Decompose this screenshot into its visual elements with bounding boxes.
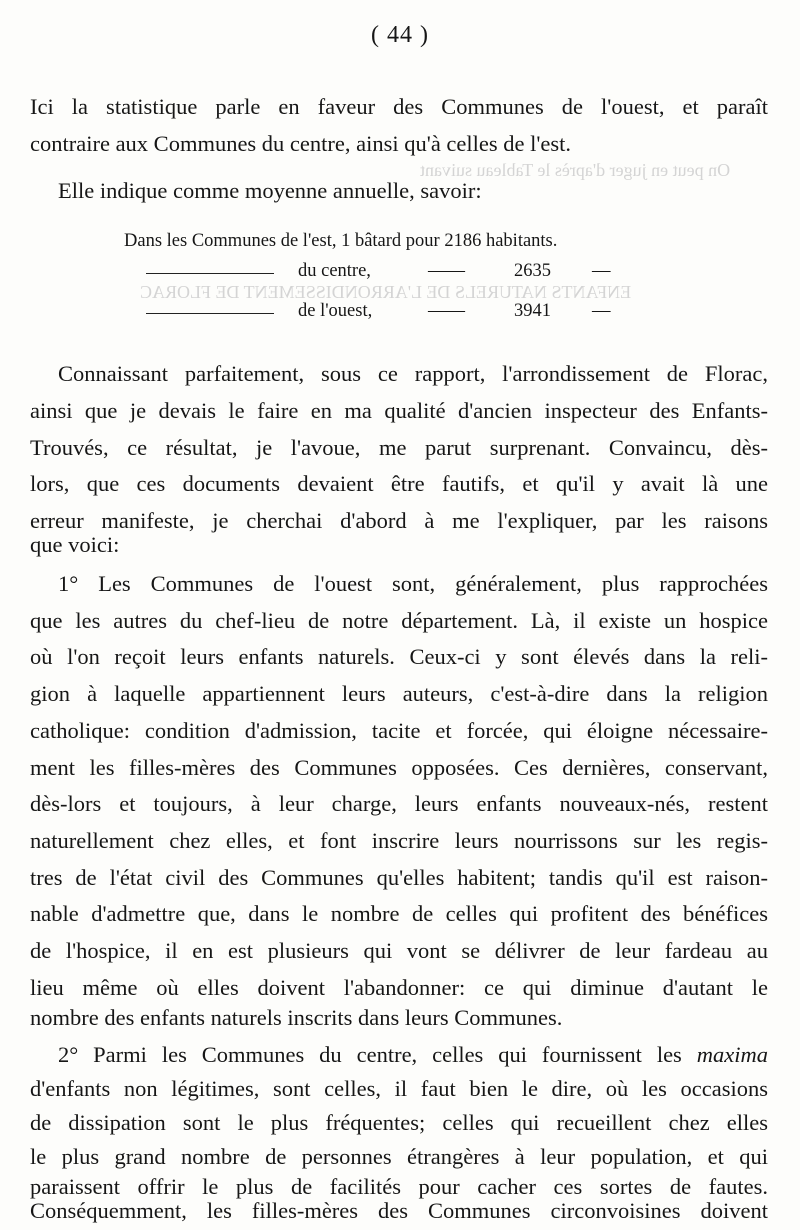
para3-line: Conséquemment, les filles-mères des Communes circonvoisines doivent	[30, 1198, 768, 1223]
para2-line: lieu même où elles doivent l'abandonner: ce qui diminue d'autant le	[30, 975, 768, 1000]
para3-line: le plus grand nombre de personnes étrangères à leur population, et qui	[30, 1144, 768, 1169]
para3-emphasis: maxima	[696, 1042, 768, 1067]
para1-line: Connaissant parfaitement, sous ce rapport, l'arrondissement de Florac,	[58, 361, 768, 386]
para3-line: d'enfants non légitimes, sont celles, il faut bien le dire, où les occasions	[30, 1076, 768, 1101]
para1-line: erreur manifeste, je cherchai d'abord à me l'expliquer, par les raisons	[30, 508, 768, 533]
intro-line-3: Elle indique comme moyenne annuelle, savoir:	[58, 178, 482, 203]
para2-line: dès-lors et toujours, à leur charge, leurs enfants nouveaux-nés, restent	[30, 791, 768, 816]
stat-row-center-label: du centre,	[298, 261, 371, 281]
stat-row-center-value: 2635	[514, 261, 551, 281]
para1-line: que voici:	[30, 532, 120, 557]
ditto-rule	[146, 313, 274, 314]
para2-line: gion à laquelle appartiennent leurs auteurs, c'est-à-dire dans la religion	[30, 681, 768, 706]
para1-line: lors, que ces documents devaient être fautifs, et qu'il y avait là une	[30, 471, 768, 496]
para2-line: nable d'admettre que, dans le nombre de celles qui profitent des bénéfices	[30, 901, 768, 926]
stat-row-center-dash: ——	[428, 261, 465, 281]
para2-line: naturellement chez elles, et font inscrire leurs nourrissons sur les regis-	[30, 828, 768, 853]
para1-line: ainsi que je devais le faire en ma qualité d'ancien inspecteur des Enfants-	[30, 398, 768, 423]
para3-line: paraissent offrir le plus de facilités pour cacher ces sortes de fautes.	[30, 1174, 768, 1199]
intro-line-2: contraire aux Communes du centre, ainsi qu'à celles de l'est.	[30, 131, 572, 156]
stat-row-west-dash: ——	[428, 301, 465, 321]
para3-line: de dissipation sont le plus fréquentes; celles qui recueillent chez elles	[30, 1110, 768, 1135]
para2-line: où l'on reçoit leurs enfants naturels. Ceux-ci y sont élevés dans la reli-	[30, 644, 768, 669]
page-number: ( 44 )	[371, 22, 429, 48]
para2-line: tres de l'état civil des Communes qu'elles habitent; tandis qu'il est raison-	[30, 865, 768, 890]
stat-row-west-value: 3941	[514, 301, 551, 321]
stat-row-center-tail: —	[592, 261, 611, 281]
para2-line: nombre des enfants naturels inscrits dans leurs Communes.	[30, 1005, 563, 1030]
para2-line: catholique: condition d'admission, tacite et forcée, qui éloigne nécessaire-	[30, 718, 768, 743]
para1-line: Trouvés, ce résultat, je l'avoue, me parut surprenant. Convaincu, dès-	[30, 435, 768, 460]
show-through-artifact: On peut en juger d'après le Tableau suivant	[420, 160, 731, 180]
stat-row-east: Dans les Communes de l'est, 1 bâtard pour 2186 habitants.	[124, 231, 558, 251]
show-through-artifact: ENFANTS NATURELS DE L'ARRONDISSEMENT DE FLORAC	[140, 282, 632, 302]
intro-line-1: Ici la statistique parle en faveur des Communes de l'ouest, et paraît	[30, 94, 768, 119]
para2-line: de l'hospice, il en est plusieurs qui vont se délivrer de leur fardeau au	[30, 938, 768, 963]
ditto-rule	[146, 273, 274, 274]
para2-line: que les autres du chef-lieu de notre département. Là, il existe un hospice	[30, 608, 768, 633]
para3-first-text: 2° Parmi les Communes du centre, celles qui fournissent les	[58, 1042, 682, 1067]
para2-line: 1° Les Communes de l'ouest sont, généralement, plus rapprochées	[58, 571, 768, 596]
stat-row-west-tail: —	[592, 301, 611, 321]
para3-line	[58, 1040, 768, 1070]
stat-row-west-label: de l'ouest,	[298, 301, 373, 321]
para3-line-cut	[30, 1224, 768, 1230]
para2-line: ment les filles-mères des Communes opposées. Ces dernières, conservant,	[30, 755, 768, 780]
